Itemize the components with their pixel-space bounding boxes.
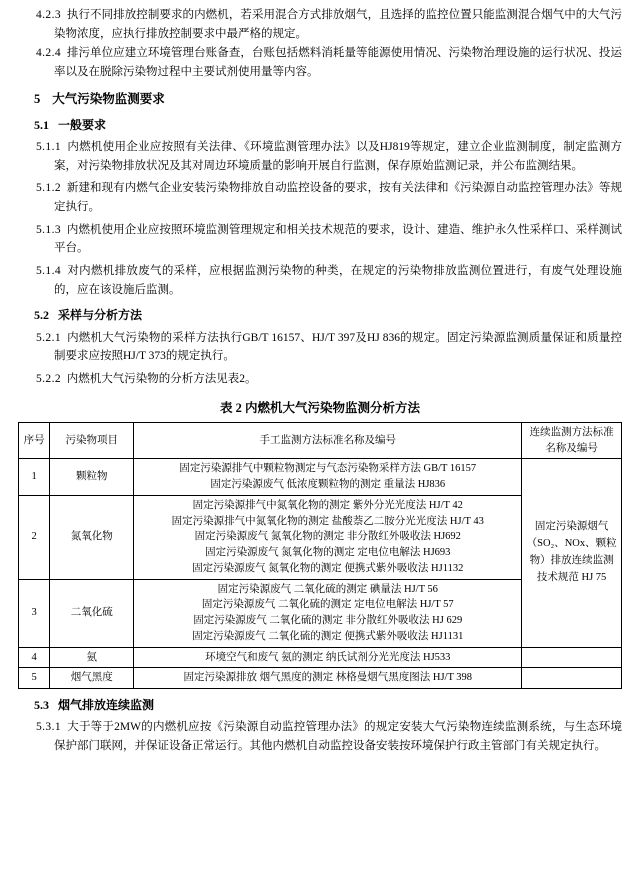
heading-title: 烟气排放连续监测 [58,698,155,712]
paragraph-number: 5.1.3 [36,223,61,236]
cell-manual-methods [134,579,522,647]
cell-continuous-method-empty [522,647,622,668]
heading-number: 5.1 [34,117,49,132]
method-line: 固定污染源废气 低浓度颗粒物的测定 重量法 HJ836 [210,479,446,490]
paragraph-5-1-4 [36,262,622,299]
cell-index: 4 [19,647,50,668]
heading-section-5 [34,89,622,109]
method-line: 固定污染源废气 二氧化硫的测定 碘量法 HJ/T 56 [217,583,438,595]
cell-pollutant: 烟气黑度 [50,668,134,689]
column-header-continuous-method: 连续监测方法标准名称及编号 [522,422,622,459]
method-line: 固定污染源废气 氮氧化物的测定 定电位电解法 HJ693 [205,547,451,558]
method-line: 固定污染源废气 二氧化硫的测定 非分散红外吸收法 HJ 629 [193,615,463,626]
heading-number: 5.3 [34,698,49,712]
method-line: 固定污染源排气中氮氧化物的测定 盐酸萘乙二胺分光光度法 HJ/T 43 [171,515,484,527]
paragraph-5-1-2 [36,179,622,216]
paragraph-5-2-2 [36,370,622,389]
paragraph-text: 对内燃机排放废气的采样，应根据监测污染物的种类，在规定的污染物排放监测位置进行，有废气处理设施的，应在该设施后监测。 [54,264,623,296]
cell-manual-methods [134,668,522,689]
cell-index: 3 [19,579,50,647]
method-line: 固定污染源排气中颗粒物测定与气态污染物采样方法 GB/T 16157 [179,463,477,475]
paragraph-number: 4.2.3 [36,9,61,21]
cell-pollutant: 二氧化硫 [50,579,134,647]
paragraph-text: 内燃机大气污染物的分析方法见表2。 [66,372,257,385]
heading-title: 一般要求 [58,117,107,132]
cell-manual-methods [134,495,522,579]
paragraph-text: 执行不同排放控制要求的内燃机，若采用混合方式排放烟气，且选择的监控位置只能监测混合烟气中的大气污染物浓度，应执行排放控制要求中最严格的规定。 [54,9,623,40]
method-line: 固定污染源废气 氮氧化物的测定 便携式紫外吸收法 HJ1132 [192,562,464,574]
cell-pollutant: 氨 [50,647,134,668]
method-line: 固定污染源废气 二氧化硫的测定 定电位电解法 HJ/T 57 [201,599,454,611]
paragraph-text: 排污单位应建立环境管理台账备查，台账包括燃料消耗量等能源使用情况、污染物治理设施的运行状况、投运率以及在脱除污染物过程中主要试剂使用量等内容。 [54,47,623,78]
heading-title: 大气污染物监测要求 [52,91,165,106]
table-row [19,459,622,496]
cell-continuous-method-empty [522,668,622,689]
cell-index: 2 [19,495,50,579]
paragraph-number: 5.1.2 [36,182,61,195]
heading-title: 采样与分析方法 [58,308,143,323]
cell-pollutant: 颗粒物 [50,459,134,496]
heading-number: 5 [34,91,41,106]
paragraph-4-2-4 [36,44,622,81]
paragraph-text: 内燃机使用企业应按照环境监测管理规定和相关技术规范的要求，设计、建造、维护永久性采样口、采样测试平台。 [54,223,623,255]
paragraph-text: 新建和现有内燃气企业安装污染物排放自动监控设备的要求，按有关法律和《污染源自动监控管理办法》等规定执行。 [54,182,623,214]
paragraph-text: 大于等于2MW的内燃机应按《污染源自动监控管理办法》的规定安装大气污染物连续监测系统，与生态环境保护部门联网，并保证设备正常运行。其他内燃机自动监控设备安装按环境保护行政主管部门有关规定执行。 [54,721,622,753]
method-line: 固定污染源废气 氮氧化物的测定 非分散红外吸收法 HJ692 [194,531,461,543]
table-title: 表 2 内燃机大气污染物监测分析方法 [219,400,420,415]
paragraph-number: 5.1.1 [36,141,61,154]
cell-index: 5 [19,668,50,689]
paragraph-5-1-3 [36,221,622,258]
paragraph-number: 5.2.2 [36,372,61,385]
method-line: 环境空气和废气 氨的测定 纳氏试剂分光光度法 HJ533 [205,651,451,663]
column-header-pollutant: 污染物项目 [50,422,134,459]
table-header-row [19,422,622,459]
cell-index: 1 [19,459,50,496]
paragraph-number: 5.1.4 [36,264,61,277]
column-header-index: 序号 [19,422,50,459]
cell-manual-methods [134,459,522,496]
paragraph-text: 内燃机使用企业应按照有关法律、《环境监测管理办法》以及HJ819等规定，建立企业监测制度，制定监测方案，对污染物排放状况及其对周边环境质量的影响开展自行监测，保存原始监测记录，并公布监测结果。 [54,141,622,172]
method-line: 固定污染源排放 烟气黑度的测定 林格曼烟气黑度图法 HJ/T 398 [183,672,473,684]
paragraph-5-3-1 [36,718,622,755]
column-header-manual-method: 手工监测方法标准名称及编号 [134,422,522,459]
analysis-method-table [18,422,622,689]
paragraph-number: 4.2.4 [36,47,61,60]
table-row [19,647,622,668]
heading-section-5-2 [34,306,622,325]
paragraph-number: 5.2.1 [36,331,61,344]
paragraph-5-1-1 [36,138,622,175]
paragraph-text: 内燃机大气污染物的采样方法执行GB/T 16157、HJ/T 397及HJ 836的规定。固定污染源监测质量保证和质量控制要求应按照HJ/T 373的规定执行。 [54,331,623,363]
table-row [19,668,622,689]
paragraph-5-2-1 [36,329,622,366]
heading-section-5-1 [34,116,622,135]
cell-continuous-method: 固定污染源烟气（SO₂、NOx、颗粒物）排放连续监测技术规范 HJ 75 [522,459,622,647]
paragraph-number: 5.3.1 [36,721,61,734]
method-line: 固定污染源废气 二氧化硫的测定 便携式紫外吸收法 HJ1131 [192,630,464,642]
paragraph-4-2-3 [36,6,622,43]
heading-section-5-3 [34,696,622,715]
method-line: 固定污染源排气中氮氧化物的测定 紫外分光光度法 HJ/T 42 [192,499,463,511]
cell-pollutant: 氮氧化物 [50,495,134,579]
cell-manual-methods [134,647,522,668]
heading-number: 5.2 [34,308,49,323]
